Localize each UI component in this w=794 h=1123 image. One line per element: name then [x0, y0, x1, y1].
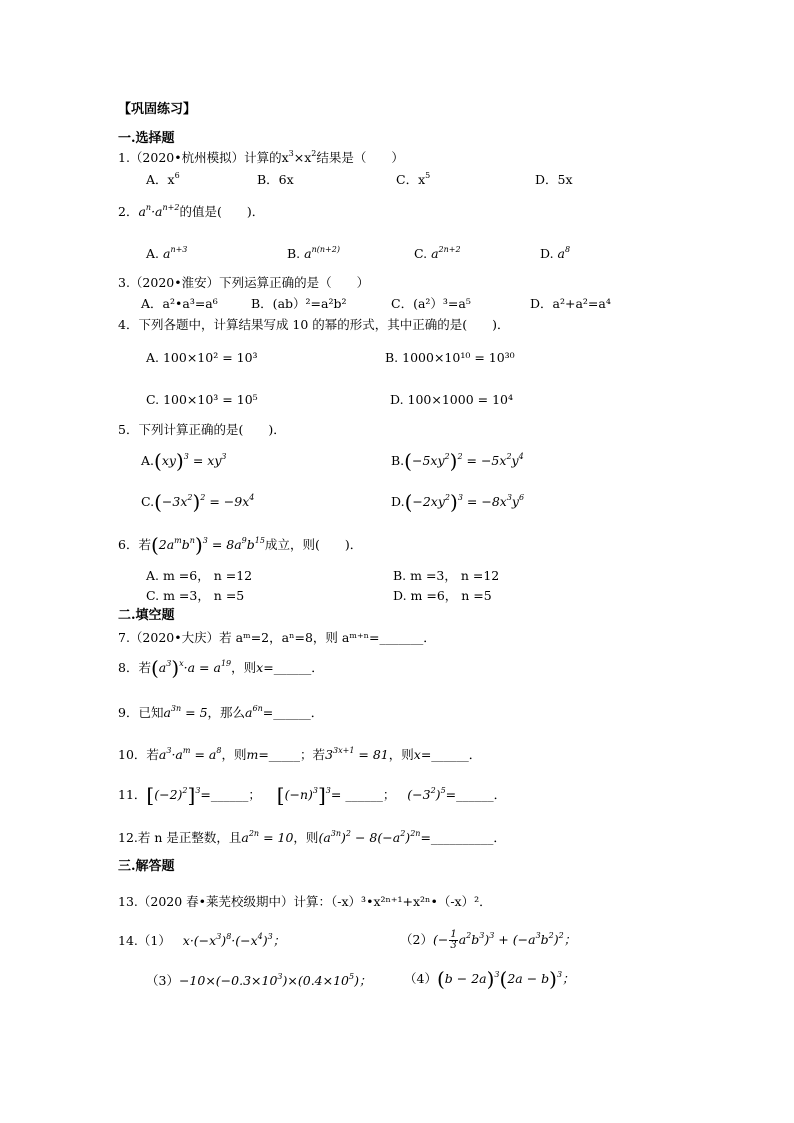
q1-option-d: D．5x — [535, 172, 573, 187]
question-8: 8．若$(a^3)^x\cdot a = a^{19}$，则x=______． — [118, 656, 324, 680]
question-14-part-3: $(3)-10\times(-0.3\times 10^3)\times(0.4\times 10^5)$； — [146, 972, 372, 988]
question-13: 13.（2020 春•莱芜校级期中）计算：（-x）³•x²ⁿ⁺¹+x²ⁿ•（-x）²． — [118, 894, 492, 909]
question-9: 9．已知$a^{3n} = 5$，那么$a^{6n}=\_\_\_\_\_\_$． — [118, 704, 324, 720]
q2-option-a: A. $a^{n+3}$ — [146, 245, 188, 261]
question-2: 2．$a^n\cdot a^{n+2}$的值是( )． — [118, 203, 265, 219]
question-14-part-4: $(4)(b - 2a)^3(2a - b)^3$； — [404, 967, 575, 991]
section-choice: 一.选择题 — [118, 131, 175, 146]
q6-option-b: B. m =3， n =12 — [393, 568, 500, 583]
question-14-part-1: 14.（1） $x\cdot(-x^3)^8\cdot(-x^4)^3$； — [118, 932, 286, 948]
q4-option-b: B. 1000×10¹⁰ = 10³⁰ — [385, 350, 515, 365]
question-10: 10．若$a^3\cdot a^m = a^8$，则m=_____；若$3^{3x+1} = 81$，则x=______． — [118, 746, 482, 762]
q3-option-d: D．a²+a²=a⁴ — [530, 296, 611, 311]
q3-option-c: C．(a²）³=a⁵ — [391, 296, 471, 311]
q1-option-c: C．$x^5$ — [396, 171, 431, 187]
q5-option-a: $A.(xy)^3 = xy^3$ — [141, 449, 227, 473]
q5-option-c: $C.(-3x^2)^2 = -9x^4$ — [141, 490, 255, 514]
q4-option-c: C. 100×10³ = 10⁵ — [146, 392, 258, 407]
q5-option-d: $D.(-2xy^2)^3 = -8x^3y^6$ — [391, 490, 525, 514]
q2-option-b: B. $a^{n(n+2)}$ — [287, 245, 340, 261]
q4-option-a: A. 100×10² = 10³ — [146, 350, 258, 365]
question-6: 6．若$(2a^mb^n)^3 = 8a^9b^{15}$成立，则( )． — [118, 533, 363, 557]
section-solution: 三.解答题 — [118, 859, 175, 874]
question-7: 7.（2020•大庆）若 aᵐ=2，aⁿ=8，则 aᵐ⁺ⁿ=_______． — [118, 630, 436, 645]
q1-option-a: A．$x^6$ — [146, 171, 180, 187]
q2-option-c: C. $a^{2n+2}$ — [414, 245, 461, 261]
section-fill-blank: 二.填空题 — [118, 608, 175, 623]
q5-option-b: $B.(-5xy^2)^2 = -5x^2y^4$ — [391, 449, 524, 473]
question-1: 1.（2020•杭州模拟）计算的$x^3\times x^2$结果是（ ） — [118, 149, 404, 165]
question-3: 3.（2020•淮安）下列运算正确的是（ ） — [118, 275, 370, 290]
q2-option-d: D. $a^8$ — [540, 245, 571, 261]
q6-option-c: C. m =3， n =5 — [146, 588, 245, 603]
q1-option-b: B．6x — [257, 172, 294, 187]
question-14-part-2: （2）(− $\frac{1}{3}$ $a^2b^3)^3 + (-a^3b^2)^2$； — [400, 929, 577, 951]
q4-option-d: D. 100×1000 = 10⁴ — [390, 392, 514, 407]
q6-option-a: A. m =6， n =12 — [146, 568, 253, 583]
question-11: 11．$[(-2)^2]^3=\_\_\_\_\_\_$； $[(-n)^3]^3=$ ______； $(-3^2)^5=\_\_\_\_\_\_$． — [118, 783, 507, 807]
q3-option-b: B．(ab）²=a²b² — [251, 296, 347, 311]
q6-option-d: D. m =6， n =5 — [393, 588, 492, 603]
question-5: 5．下列计算正确的是( )． — [118, 422, 286, 437]
question-12: 12.若 n 是正整数，且$a^{2n} = 10$，则$(a^{3n})^2$ − $8(-a^2)^{2n}=\_\_\_\_\_\_\_\_\_\_$． — [118, 829, 506, 845]
q3-option-a: A．a²•a³=a⁶ — [141, 296, 218, 311]
question-4: 4．下列各题中，计算结果写成 10 的幂的形式，其中正确的是( )． — [118, 317, 510, 332]
section-title: 【巩固练习】 — [118, 102, 197, 117]
